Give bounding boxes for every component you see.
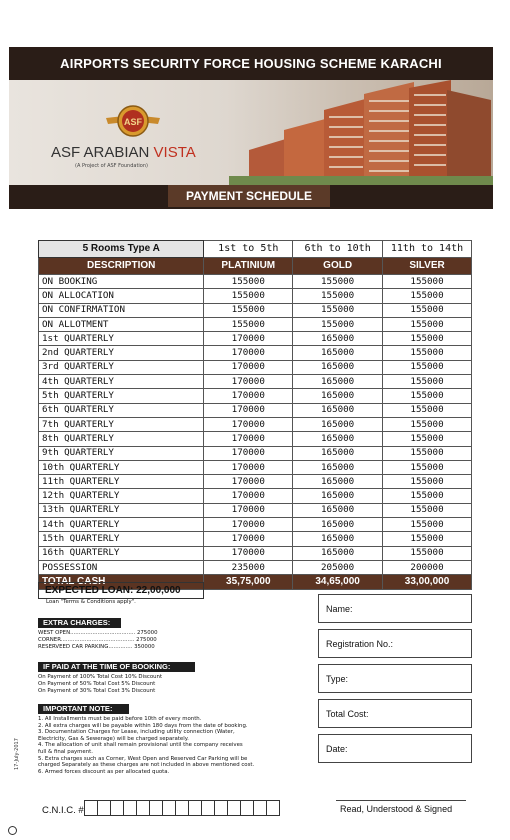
row-platinum: 170000 xyxy=(204,360,293,374)
hero-banner xyxy=(9,80,493,185)
table-row xyxy=(39,346,472,360)
table-row xyxy=(39,332,472,346)
unit-type-label: 5 Rooms Type A xyxy=(39,241,204,258)
row-gold: 165000 xyxy=(293,360,383,374)
table-row xyxy=(39,560,472,574)
extra-charges-heading: EXTRA CHARGES: xyxy=(38,618,121,628)
row-description: ON ALLOTMENT xyxy=(39,317,204,331)
row-silver: 155000 xyxy=(383,446,472,460)
row-platinum: 235000 xyxy=(204,560,293,574)
print-date: 17-July-2017 xyxy=(14,738,20,770)
table-row xyxy=(39,303,472,317)
project-name: ASF ARABIAN VISTA xyxy=(51,144,196,161)
note-item: 2. All extra charges will be payable within 180 days from the date of booking. xyxy=(38,722,248,729)
copyright-icon xyxy=(8,826,17,835)
project-subtitle: (A Project of ASF Foundation) xyxy=(75,163,148,169)
row-description: 5th QUARTERLY xyxy=(39,389,204,403)
row-gold: 205000 xyxy=(293,560,383,574)
row-silver: 155000 xyxy=(383,417,472,431)
row-platinum: 155000 xyxy=(204,303,293,317)
row-silver: 155000 xyxy=(383,346,472,360)
floor-range-platinum: 1st to 5th xyxy=(204,241,293,258)
row-silver: 155000 xyxy=(383,403,472,417)
note-item: Electricity, Gas & Sewerage) will be charged separately. xyxy=(38,735,189,742)
table-row xyxy=(39,275,472,289)
row-gold: 165000 xyxy=(293,518,383,532)
note-item: full & final payment. xyxy=(38,748,93,755)
row-silver: 155000 xyxy=(383,275,472,289)
table-row xyxy=(39,360,472,374)
row-silver: 155000 xyxy=(383,289,472,303)
row-gold: 165000 xyxy=(293,375,383,389)
table-floor-row xyxy=(39,241,472,258)
row-silver: 155000 xyxy=(383,303,472,317)
row-gold: 165000 xyxy=(293,446,383,460)
row-description: 11th QUARTERLY xyxy=(39,475,204,489)
row-gold: 165000 xyxy=(293,503,383,517)
booking-discount-heading: IF PAID AT THE TIME OF BOOKING: xyxy=(38,662,195,672)
row-gold: 165000 xyxy=(293,417,383,431)
column-header-gold: GOLD xyxy=(293,258,383,275)
total-cost-field[interactable]: Total Cost: xyxy=(318,699,472,728)
row-silver: 155000 xyxy=(383,518,472,532)
floor-range-gold: 6th to 10th xyxy=(293,241,383,258)
row-gold: 165000 xyxy=(293,432,383,446)
row-description: 3rd QUARTERLY xyxy=(39,360,204,374)
row-description: 12th QUARTERLY xyxy=(39,489,204,503)
extra-charge-item: WEST OPEN...................................... 275000 xyxy=(38,630,158,636)
table-row xyxy=(39,432,472,446)
row-description: 2nd QUARTERLY xyxy=(39,346,204,360)
row-silver: 155000 xyxy=(383,460,472,474)
row-silver: 155000 xyxy=(383,432,472,446)
row-platinum: 170000 xyxy=(204,417,293,431)
extra-charge-item: CORNER........................................... 275000 xyxy=(38,637,157,643)
column-header-silver: SILVER xyxy=(383,258,472,275)
table-row xyxy=(39,475,472,489)
row-platinum: 170000 xyxy=(204,460,293,474)
row-silver: 155000 xyxy=(383,317,472,331)
row-platinum: 170000 xyxy=(204,389,293,403)
row-platinum: 170000 xyxy=(204,518,293,532)
row-gold: 165000 xyxy=(293,532,383,546)
row-gold: 165000 xyxy=(293,489,383,503)
row-description: 10th QUARTERLY xyxy=(39,460,204,474)
row-description: 14th QUARTERLY xyxy=(39,518,204,532)
row-silver: 155000 xyxy=(383,332,472,346)
row-silver: 155000 xyxy=(383,503,472,517)
row-platinum: 170000 xyxy=(204,503,293,517)
note-item: 5. Extra charges such as Corner, West Open and Reserved Car Parking will be xyxy=(38,755,248,762)
row-gold: 165000 xyxy=(293,346,383,360)
row-description: 7th QUARTERLY xyxy=(39,417,204,431)
row-description: 4th QUARTERLY xyxy=(39,375,204,389)
row-silver: 155000 xyxy=(383,475,472,489)
cnic-input[interactable] xyxy=(84,800,279,816)
row-description: 8th QUARTERLY xyxy=(39,432,204,446)
row-platinum: 170000 xyxy=(204,546,293,560)
total-gold: 34,65,000 xyxy=(293,575,383,589)
table-row xyxy=(39,546,472,560)
cnic-label: C.N.I.C. # xyxy=(42,805,84,816)
floor-range-silver: 11th to 14th xyxy=(383,241,472,258)
row-platinum: 170000 xyxy=(204,403,293,417)
discount-item: On Payment of 30% Total Cost 3% Discount xyxy=(38,688,156,694)
type-field[interactable]: Type: xyxy=(318,664,472,693)
row-platinum: 170000 xyxy=(204,532,293,546)
row-silver: 200000 xyxy=(383,560,472,574)
note-item: charged Separately as these charges are not included in above mentioned cost. xyxy=(38,762,255,769)
row-platinum: 155000 xyxy=(204,317,293,331)
payment-schedule-label: PAYMENT SCHEDULE xyxy=(168,185,330,207)
total-silver: 33,00,000 xyxy=(383,575,472,589)
table-row xyxy=(39,503,472,517)
row-description: 16th QUARTERLY xyxy=(39,546,204,560)
table-row xyxy=(39,289,472,303)
row-gold: 165000 xyxy=(293,389,383,403)
table-row xyxy=(39,389,472,403)
row-silver: 155000 xyxy=(383,532,472,546)
booking-discount-list xyxy=(38,674,162,695)
table-row xyxy=(39,417,472,431)
row-description: 1st QUARTERLY xyxy=(39,332,204,346)
extra-charges-list xyxy=(38,630,158,651)
row-gold: 165000 xyxy=(293,460,383,474)
signature-line xyxy=(336,800,466,801)
svg-text:ASF: ASF xyxy=(124,117,142,127)
row-gold: 165000 xyxy=(293,403,383,417)
row-platinum: 170000 xyxy=(204,375,293,389)
asf-emblem-icon xyxy=(104,102,162,142)
table-header-row xyxy=(39,258,472,275)
row-platinum: 170000 xyxy=(204,432,293,446)
row-silver: 155000 xyxy=(383,489,472,503)
date-field[interactable]: Date: xyxy=(318,734,472,763)
column-header-description: DESCRIPTION xyxy=(39,258,204,275)
row-description: 9th QUARTERLY xyxy=(39,446,204,460)
column-header-platinum: PLATINIUM xyxy=(204,258,293,275)
row-description: ON BOOKING xyxy=(39,275,204,289)
logo xyxy=(49,98,219,178)
row-gold: 155000 xyxy=(293,303,383,317)
table-row xyxy=(39,317,472,331)
table-row xyxy=(39,375,472,389)
extra-charge-item: RESERVEED CAR PARKING.............. 350000 xyxy=(38,644,155,650)
row-description: ON ALLOCATION xyxy=(39,289,204,303)
row-description: 13th QUARTERLY xyxy=(39,503,204,517)
discount-item: On Payment of 100% Total Cost 10% Discount xyxy=(38,674,163,680)
discount-item: On Payment of 50% Total Cost 5% Discount xyxy=(38,681,156,687)
row-silver: 155000 xyxy=(383,375,472,389)
row-gold: 155000 xyxy=(293,317,383,331)
row-platinum: 170000 xyxy=(204,446,293,460)
row-gold: 155000 xyxy=(293,275,383,289)
note-item: 1. All Installments must be paid before 10th of every month. xyxy=(38,716,202,722)
table-row xyxy=(39,489,472,503)
page-title: AIRPORTS SECURITY FORCE HOUSING SCHEME KARACHI xyxy=(9,47,493,80)
note-item: 6. Armed forces discount as per allocated quota. xyxy=(38,768,170,775)
table-row xyxy=(39,403,472,417)
row-silver: 155000 xyxy=(383,389,472,403)
row-silver: 155000 xyxy=(383,360,472,374)
expected-loan: EXPECTED LOAN: 22,00,000 xyxy=(38,582,204,599)
signature-label: Read, Understood & Signed xyxy=(340,804,453,814)
note-item: 4. The allocation of unit shall remain provisional until the company receives xyxy=(38,742,243,749)
row-platinum: 155000 xyxy=(204,275,293,289)
payment-schedule-table xyxy=(38,240,472,590)
row-platinum: 170000 xyxy=(204,475,293,489)
row-platinum: 170000 xyxy=(204,489,293,503)
note-item: 3. Documentation Charges for Lease, including utility connection (Water, xyxy=(38,729,235,736)
row-platinum: 170000 xyxy=(204,346,293,360)
registration-field[interactable]: Registration No.: xyxy=(318,629,472,658)
important-note-heading: IMPORTANT NOTE: xyxy=(38,704,129,714)
loan-note: Loan "Terms & Conditions apply". xyxy=(46,599,136,605)
table-row xyxy=(39,532,472,546)
row-gold: 155000 xyxy=(293,289,383,303)
row-platinum: 155000 xyxy=(204,289,293,303)
row-platinum: 170000 xyxy=(204,332,293,346)
row-description: 6th QUARTERLY xyxy=(39,403,204,417)
important-note-list xyxy=(38,716,254,775)
row-gold: 165000 xyxy=(293,546,383,560)
table-row xyxy=(39,518,472,532)
row-gold: 165000 xyxy=(293,332,383,346)
row-description: POSSESSION xyxy=(39,560,204,574)
row-silver: 155000 xyxy=(383,546,472,560)
row-gold: 165000 xyxy=(293,475,383,489)
total-label: TOTAL CASH xyxy=(39,575,204,589)
total-platinum: 35,75,000 xyxy=(204,575,293,589)
row-description: ON CONFIRMATION xyxy=(39,303,204,317)
row-description: 15th QUARTERLY xyxy=(39,532,204,546)
buildings-illustration xyxy=(229,80,493,185)
table-row xyxy=(39,446,472,460)
name-field[interactable]: Name: xyxy=(318,594,472,623)
table-row xyxy=(39,460,472,474)
